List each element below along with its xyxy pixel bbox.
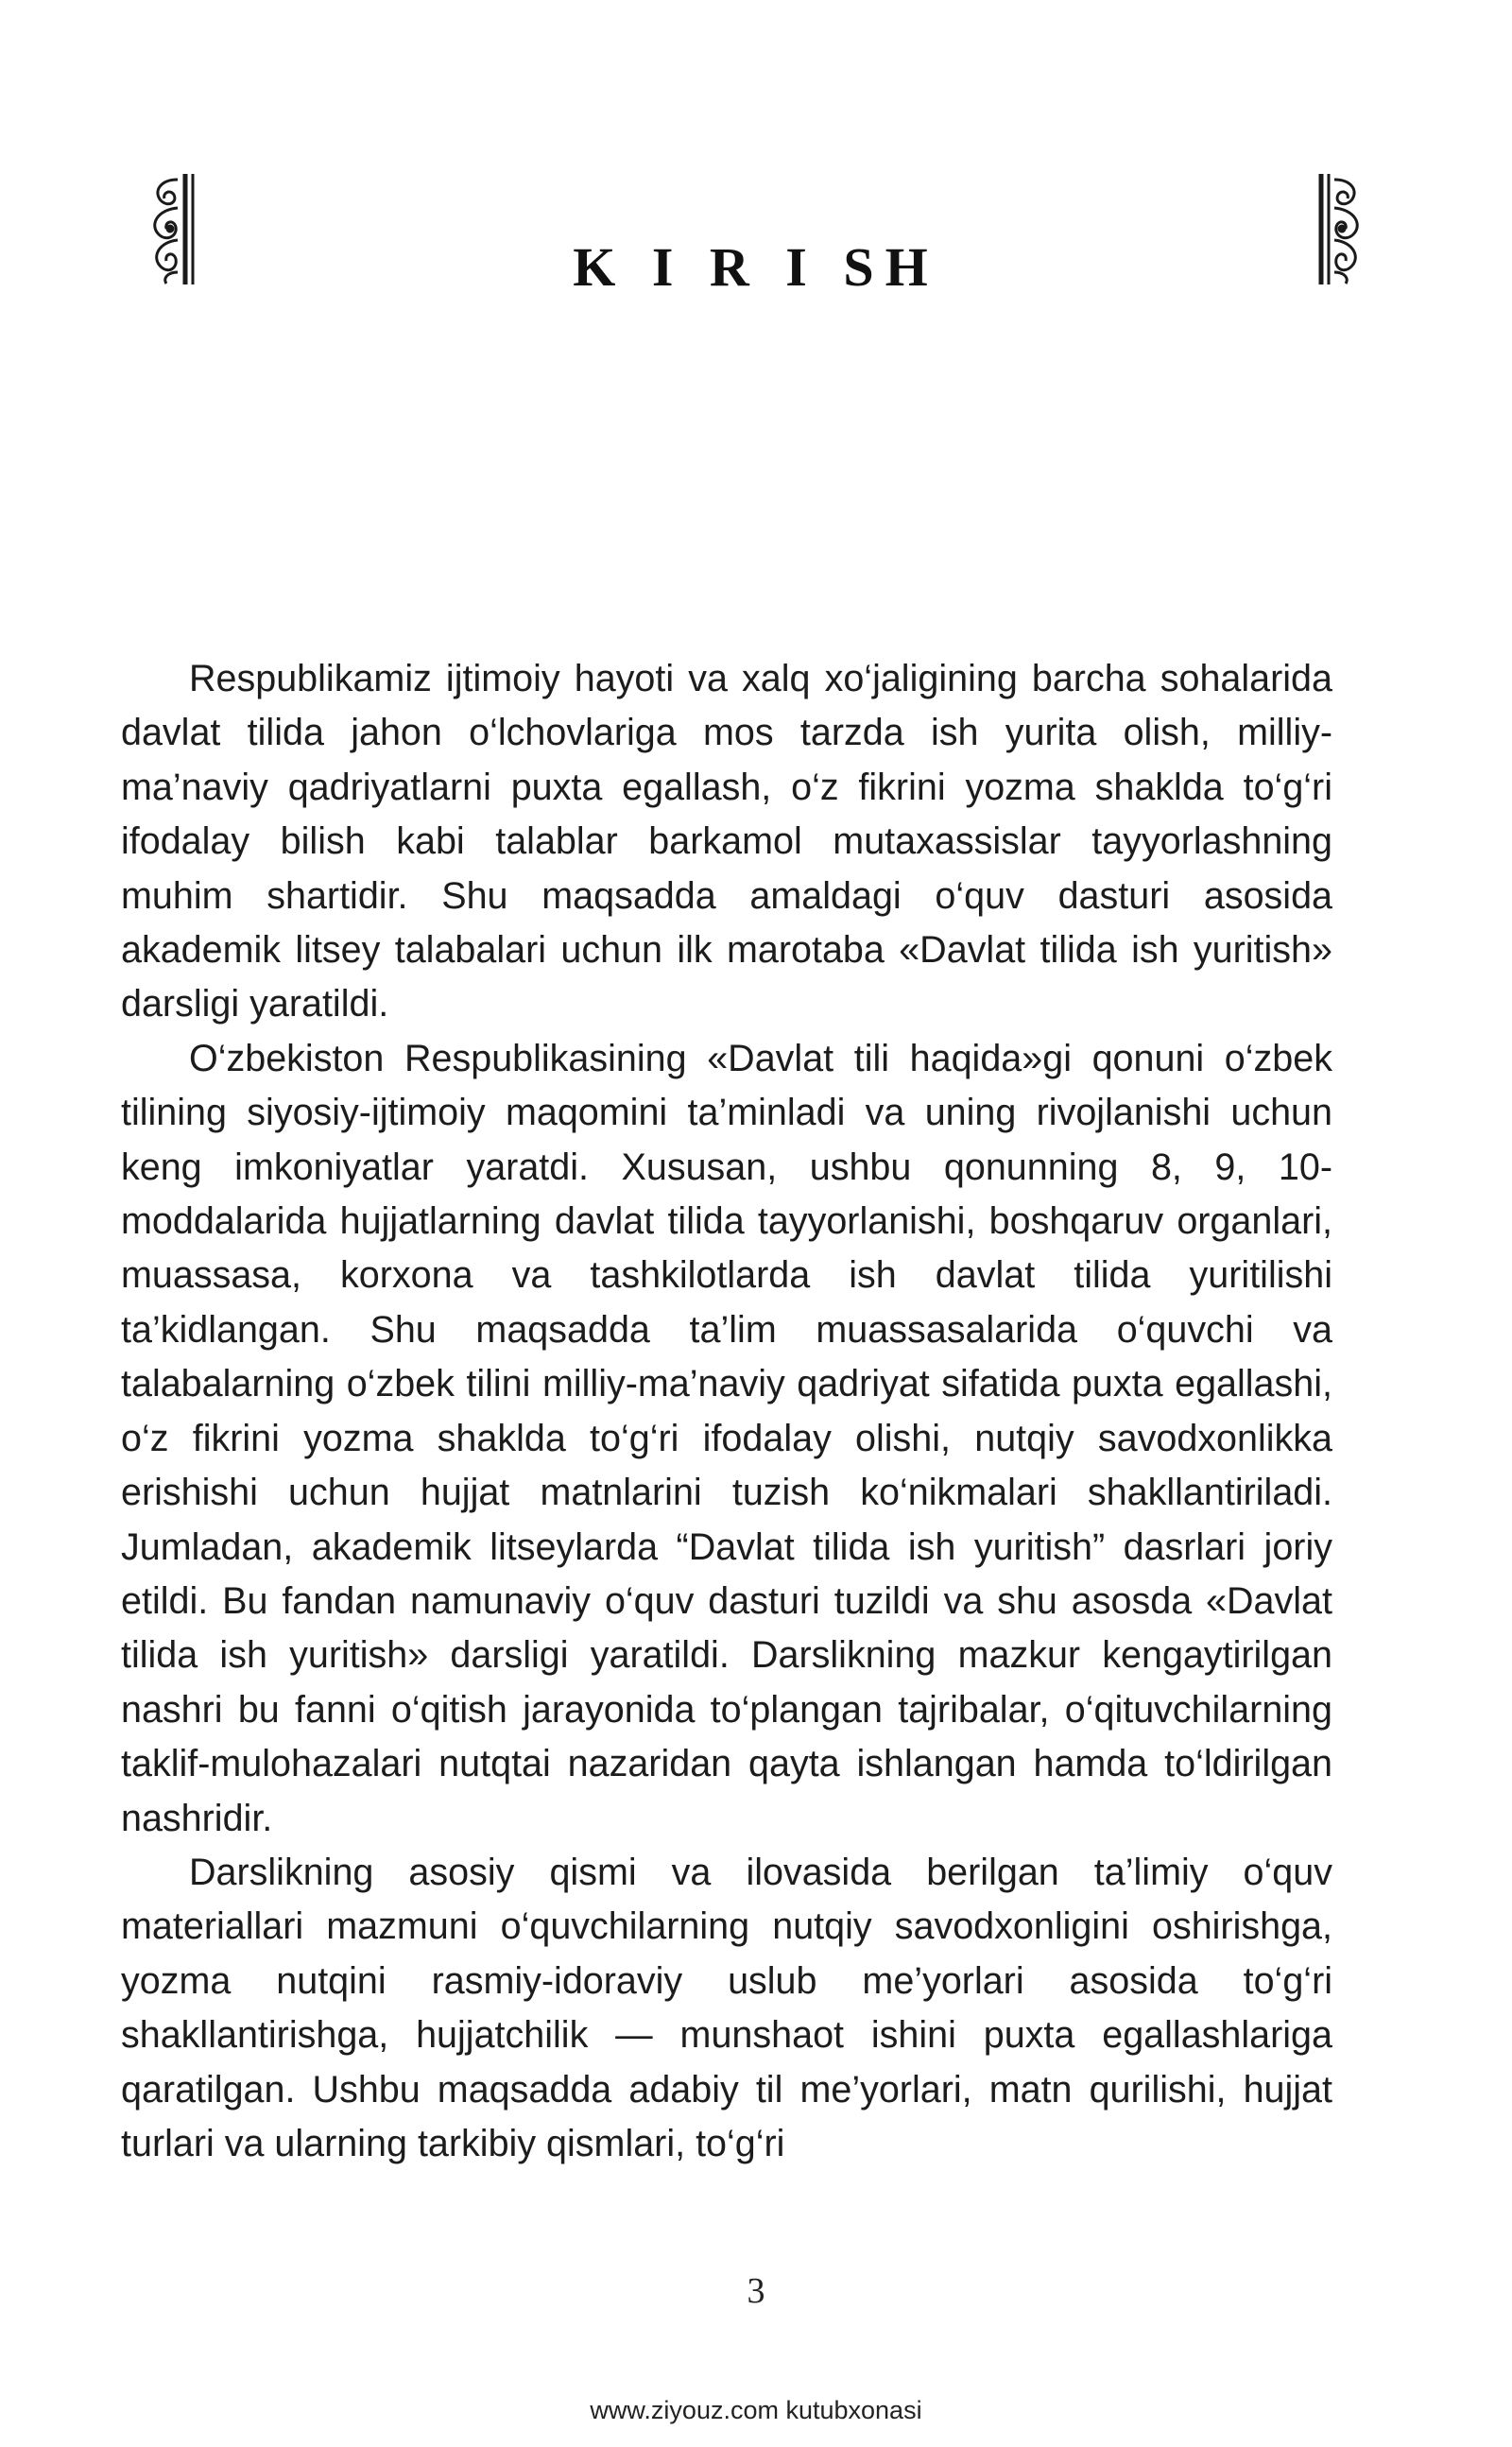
paragraph-2: O‘zbekiston Respublikasining «Davlat tili haqida»gi qonuni o‘zbek tilining siyosiy-ijtimoiy maqomini ta’minladi va uning rivojlanishi uchun keng imkoniyatlar yaratdi. Xususan, ushbu qonunning 8, 9, 10-moddalarida hujjatlarning davlat tilida tayyorlanishi, boshqaruv organlari, muassasa, korxona va tashkilotlarda ish davlat tilida yuritilishi ta’kidlangan. Shu maqsadda ta’lim muassasalarida o‘quvchi va talabalarning o‘zbek tilini milliy-ma’naviy qadriyat sifatida puxta egallashi, o‘z fikrini yozma shaklda to‘g‘ri ifodalay olishi, nutqiy savodxonlikka erishishi uchun hujjat matnlarini tuzish ko‘nikmalari shakllantiriladi. Jumladan, akademik litseylarda “Davlat tilida ish yuritish” dasrlari joriy etildi. Bu fandan namunaviy o‘quv dasturi tuzildi va shu asosda «Davlat tilida ish yuritish» darsligi yaratildi. Darslikning mazkur kengaytirilgan nashri bu fanni o‘qitish jarayonida to‘plangan tajribalar, o‘qituvchilarning taklif-mulohazalari nutqtai nazaridan qayta ishlangan hamda to‘ldirilgan nashridir. (121, 1037, 1332, 1839)
paragraph-3: Darslikning asosiy qismi va ilovasida berilgan ta’limiy o‘quv materiallari mazmuni o‘quvchilarning nutqiy savodxonligini oshirishga, yozma nutqini rasmiy-idoraviy uslub me’yorlari asosida to‘g‘ri shakllantirishga, hujjatchilik — munshaot ishini puxta egallashlariga qaratilgan. Ushbu maqsadda adabiy til me’yorlari, matn qurilishi, hujjat turlari va ularning tarkibiy qismlari, to‘g‘ri (121, 1851, 1332, 2164)
page-number: 3 (747, 2271, 765, 2311)
ornament-right-icon (1314, 170, 1380, 288)
paragraph-1: Respublikamiz ijtimoiy hayoti va xalq xo‘jaligining barcha sohalarida davlat tilida jahon o‘lchovlariga mos tarzda ish yurita olish, milliy-ma’naviy qadriyatlarni puxta egallash, o‘z fikrini yozma shaklda to‘g‘ri ifodalay bilish kabi talablar barkamol mutaxassislar tayyorlashning muhim shartidir. Shu maqsadda amaldagi o‘quv dasturi asosida akademik litsey talabalari uchun ilk marotaba «Davlat tilida ish yuritish» darsligi yaratildi. (121, 658, 1332, 1025)
footer-watermark: www.ziyouz.com kutubxonasi (590, 2396, 922, 2424)
page-title: K I R I SH (573, 235, 939, 298)
body-text (121, 652, 1332, 2171)
